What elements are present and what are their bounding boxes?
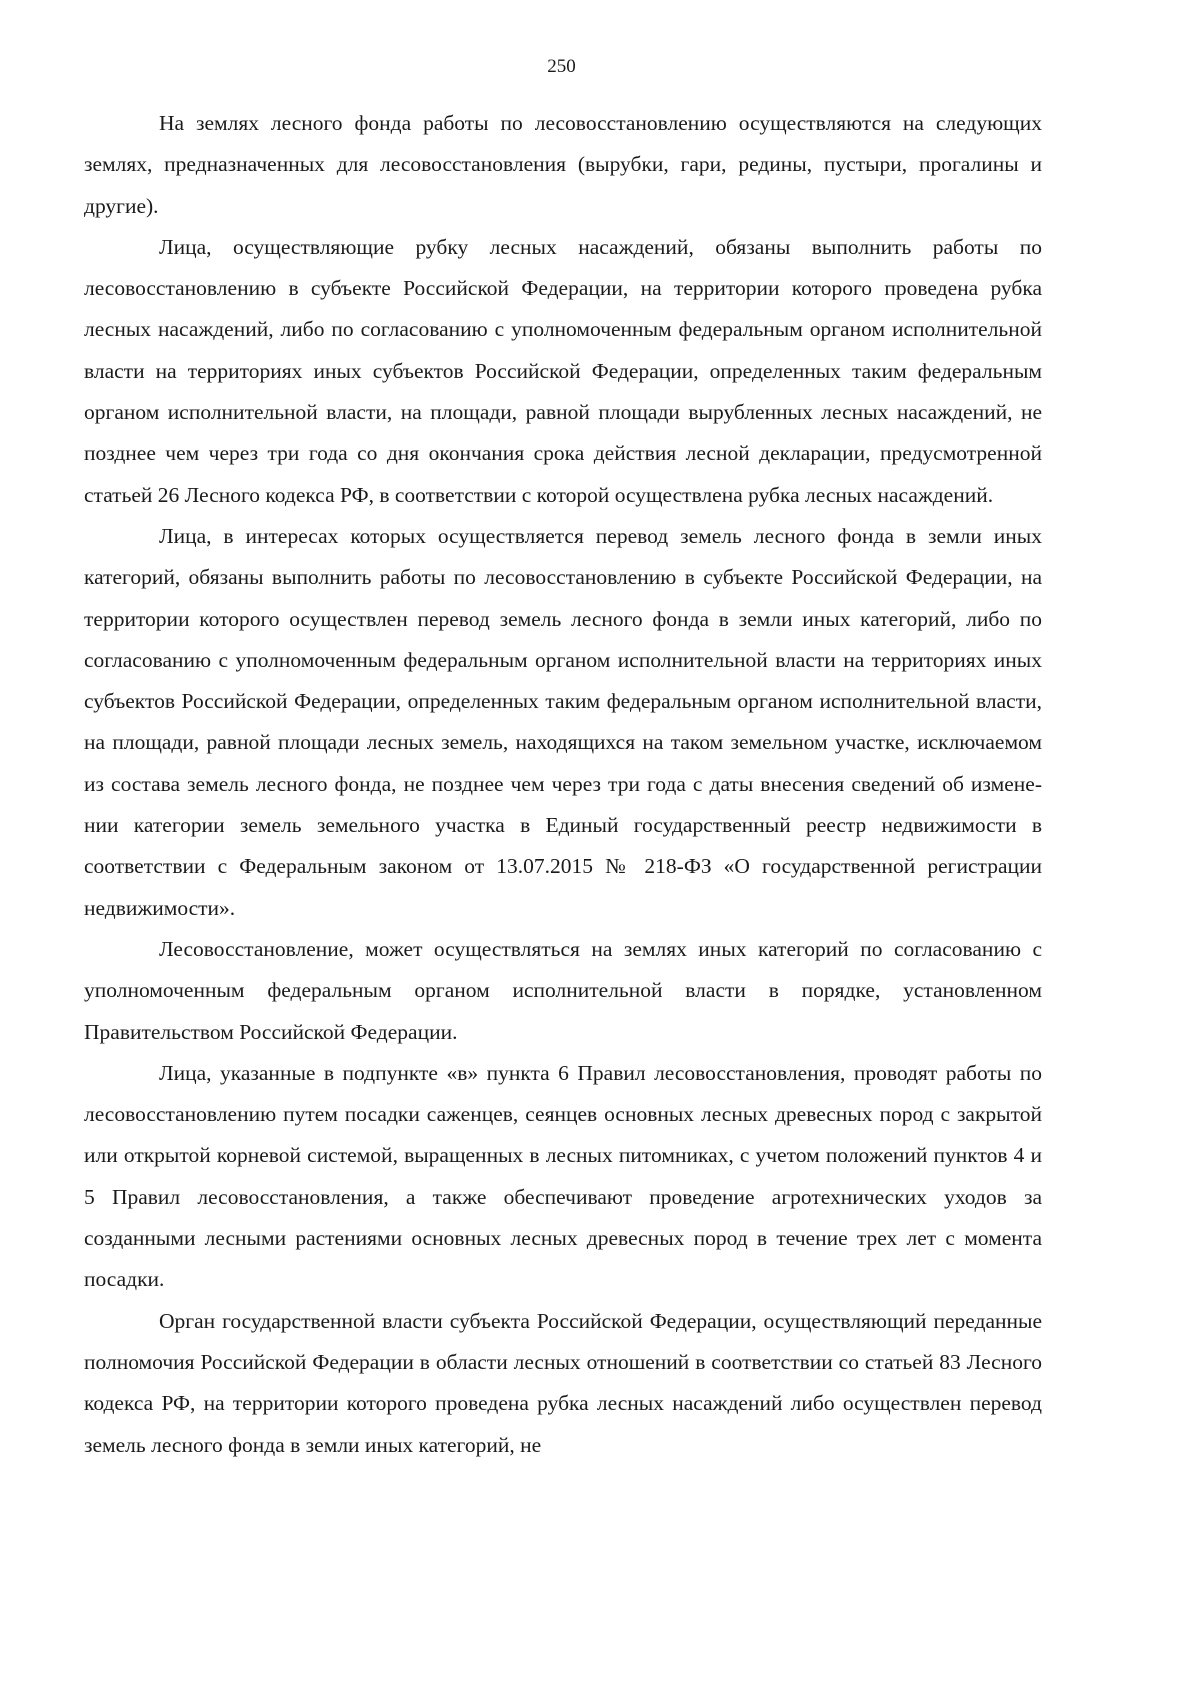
paragraph-other-categories: Лесовосстановление, может осуществляться на землях иных категорий по согласованию с уполномоченным федеральным органом исполнительной власти в порядке, установленном Правительством Российской Федерации. <box>84 936 1042 1044</box>
paragraph-reforestation-lands: На землях лесного фонда работы по лесовосстановлению осуществляются на следующих землях, предназначенных для лесовосстановления (вырубки, гари, редины, пустыри, прогалины и другие). <box>84 111 1042 218</box>
paragraph-land-transfer-obligations: Лица, в интересах которых осуществляется перевод земель лесного фонда в земли иных категорий, обязаны выполнить работы по лесовосстановлению в субъекте Российской Федерации, на территории которого осуществлен перевод земель лесного фонда в земли иных категорий, либо по согласованию с уполномоченным федеральным органом исполнительной власти на территориях иных субъектов Российской Федерации, определенных таким федеральным органом исполнительной власти, на площади, равной площади лесных земель, находящихся на таком земельном участке, исключаемом из состава земель лесного фонда, не позднее чем через три года с даты внесения сведений об изменении категории земель земельного участка в Единый государственный реестр недвижимости в соответствии с Федеральным законом от 13.07.2015 № 218-ФЗ «О государственной регистрации недвижимости». <box>84 523 1042 920</box>
paragraph-state-authority: Орган государственной власти субъекта Российской Федерации, осуществляющий переданные полномочия Российской Федерации в области лесных отношений в соответствии со статьей 83 Лесного кодекса РФ, на территории которого проведена рубка лесных насаждений либо осуществлен перевод земель лесного фонда в земли иных категорий, не <box>84 1308 1042 1457</box>
page-number: 250 <box>547 56 576 77</box>
paragraph-logging-obligations: Лица, осуществляющие рубку лесных насаждений, обязаны выполнить работы по лесовосстановлению в субъекте Российской Федерации, на территории которого проведена рубка лесных насаждений, либо по согласованию с уполномоченным федеральным органом исполнительной власти на территориях иных субъектов Российской Федерации, определенных таким федеральным органом исполнительной власти, на площади, равной площади вырубленных лесных насаждений, не позднее чем через три года со дня окончания срока действия лесной декларации, предусмотренной статьей 26 Лесного кодекса РФ, в соответствии с которой осуществлена рубка лесных насаждений. <box>84 234 1042 507</box>
body-text <box>84 103 1042 1466</box>
paragraph-planting-methods: Лица, указанные в подпункте «в» пункта 6 Правил лесовосстановления, проводят работы по лесовосстановлению путем посадки саженцев, сеянцев основных лесных древесных пород с закрытой или открытой корневой системой, выращенных в лесных питомниках, с учетом положений пунктов 4 и 5 Правил лесовосстановления, а также обеспечивают проведение агротехнических уходов за созданными лесными растениями основных лесных древесных пород в течение трех лет с момента посадки. <box>84 1060 1042 1292</box>
